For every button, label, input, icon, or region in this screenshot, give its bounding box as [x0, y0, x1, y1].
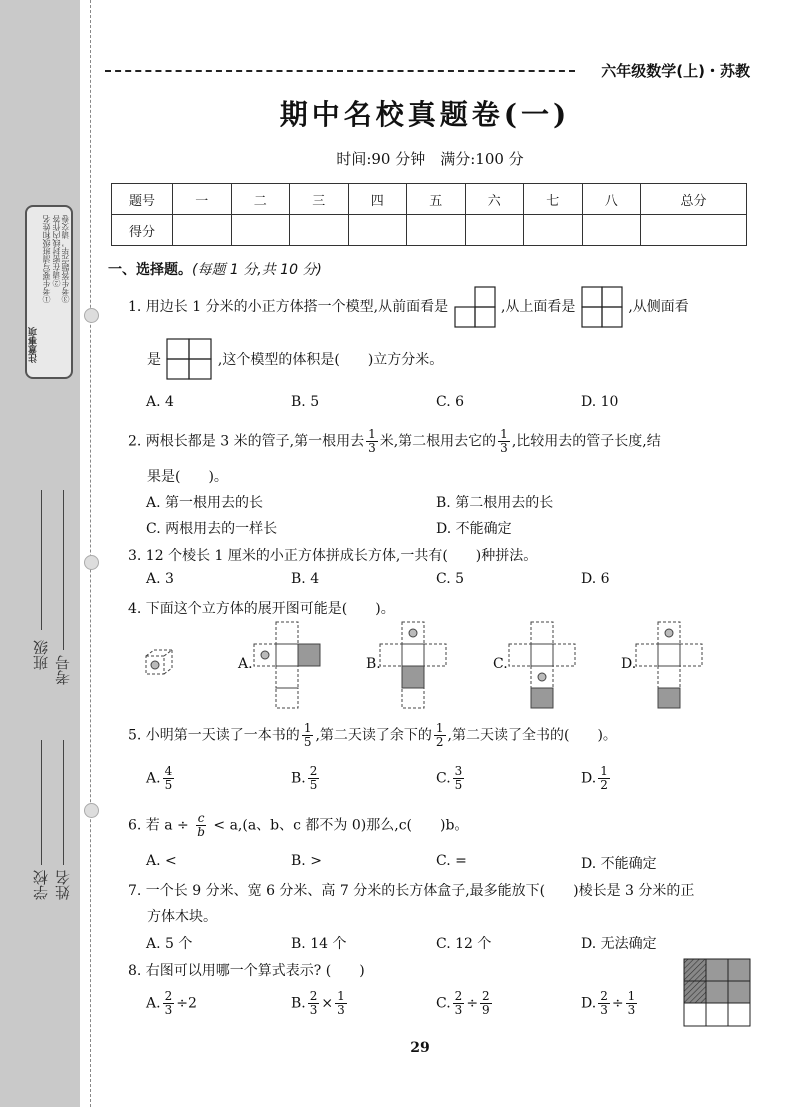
denominator: 5 — [454, 778, 463, 792]
book-title: 六年级数学(上)・苏教 — [601, 62, 750, 80]
class-label: 班级 — [32, 640, 50, 670]
numerator: 4 — [164, 764, 173, 778]
option-b[interactable] — [291, 990, 349, 1017]
option-a[interactable]: A. < — [146, 853, 177, 869]
numerator: 2 — [309, 989, 318, 1003]
fraction — [163, 990, 175, 1017]
option-d[interactable]: D. 10 — [581, 394, 619, 410]
option-c[interactable]: C. 两根用去的一样长 — [146, 521, 278, 537]
fraction — [626, 990, 638, 1017]
option-label: B. — [291, 995, 306, 1012]
denominator: 5 — [164, 778, 173, 792]
binding-hole — [84, 308, 99, 323]
denominator: 2 — [600, 778, 608, 792]
net-label-c[interactable]: C. — [493, 656, 508, 672]
score-table-header-label: 题号 — [112, 184, 173, 215]
denominator: 5 — [303, 735, 312, 749]
option-label: A. — [146, 995, 161, 1012]
option-b[interactable]: B. 14 个 — [291, 936, 347, 952]
question-6-text: < a,(a、b、c 都不为 0)那么,c( )b。 — [208, 817, 469, 834]
fraction — [598, 765, 610, 792]
number-blank — [63, 490, 64, 650]
question-7: 7. 一个长 9 分米、宽 6 分米、高 7 分米的长方体盒子,最多能放下( )棱长是 3 分米的正 — [128, 883, 695, 899]
question-6 — [128, 812, 468, 839]
name-blank — [63, 740, 64, 865]
score-table-col: 八 — [582, 184, 641, 215]
side-view-figure — [165, 338, 213, 382]
net-b[interactable] — [378, 620, 450, 710]
question-1-text: 是 — [147, 352, 161, 368]
score-table-col: 三 — [290, 184, 349, 215]
denominator: 5 — [309, 778, 318, 792]
fraction — [598, 990, 610, 1017]
fraction-grid-figure — [683, 958, 751, 1028]
fraction — [498, 428, 510, 455]
question-1-text: ,从上面看是 — [500, 299, 576, 315]
binding-hole — [84, 803, 99, 818]
score-table-col: 总分 — [641, 184, 747, 215]
fraction — [302, 722, 314, 749]
question-6-text: 6. 若 a ÷ — [128, 817, 194, 834]
notice-box — [25, 205, 73, 379]
question-4: 4. 下面这个立方体的展开图可能是( )。 — [128, 601, 395, 617]
binding-hole — [84, 555, 99, 570]
option-c[interactable] — [436, 765, 466, 792]
option-label: D. — [581, 770, 597, 787]
option-c[interactable]: C. 5 — [436, 571, 465, 587]
question-1-text: 1. 用边长 1 分米的小正方体搭一个模型,从前面看是 — [128, 299, 449, 315]
page-title: 期中名校真题卷(一) — [279, 98, 571, 131]
net-label-a[interactable]: A. — [238, 656, 253, 672]
option-label: C. — [436, 770, 451, 787]
option-d[interactable]: D. 无法确定 — [581, 936, 657, 952]
notice-line: ②请在密封线内作答 — [52, 215, 61, 287]
numerator: 2 — [454, 989, 463, 1003]
fraction — [480, 990, 492, 1017]
question-2-text: 2. 两根长都是 3 米的管子,第一根用去 — [128, 433, 365, 450]
question-2 — [128, 428, 661, 455]
denominator: 3 — [627, 1003, 636, 1017]
question-2-text: 米,第二根用去它的 — [379, 433, 497, 450]
numerator: 1 — [500, 427, 508, 441]
question-5-text: ,第二天读了全书的( )。 — [447, 727, 617, 744]
option-a[interactable]: A. 3 — [146, 571, 174, 587]
option-d[interactable] — [581, 990, 639, 1017]
option-a[interactable] — [146, 765, 176, 792]
score-table — [111, 183, 747, 246]
question-1-cont — [147, 338, 443, 382]
question-8: 8. 右图可以用哪一个算式表示? ( ) — [128, 963, 365, 979]
fraction — [366, 428, 378, 455]
number-label: 考号 — [54, 655, 72, 685]
score-cell[interactable] — [524, 215, 583, 246]
option-a[interactable]: A. 第一根用去的长 — [146, 495, 264, 511]
question-2-text: ,比较用去的管子长度,结 — [511, 433, 661, 450]
option-c[interactable]: C. = — [436, 853, 467, 869]
option-d[interactable]: D. 不能确定 — [436, 521, 512, 537]
exam-time-score: 时间:90 分钟 满分:100 分 — [336, 150, 524, 168]
score-cell[interactable] — [582, 215, 641, 246]
notice-title: 注意事项 — [29, 327, 39, 363]
denominator: 3 — [368, 441, 376, 455]
numerator: 1 — [337, 989, 345, 1003]
net-a[interactable] — [252, 620, 324, 710]
option-c[interactable] — [436, 990, 494, 1017]
score-table-col: 四 — [348, 184, 407, 215]
question-3: 3. 12 个棱长 1 厘米的小正方体拼成长方体,一共有( )种拼法。 — [128, 548, 538, 564]
score-table-col: 二 — [231, 184, 290, 215]
option-d[interactable]: D. 不能确定 — [581, 856, 657, 872]
score-table-score-row — [112, 215, 747, 246]
fraction — [434, 722, 446, 749]
question-5 — [128, 722, 617, 749]
front-view-figure — [453, 286, 497, 328]
operand: 2 — [187, 995, 197, 1012]
option-label: B. — [291, 770, 306, 787]
question-2-cont: 果是( )。 — [147, 469, 228, 485]
score-table-col: 五 — [407, 184, 466, 215]
operator: ÷ — [466, 995, 479, 1012]
option-d[interactable]: D. 6 — [581, 571, 610, 587]
option-c[interactable]: C. 12 个 — [436, 936, 492, 952]
numerator: 1 — [368, 427, 376, 441]
score-table-col: 一 — [173, 184, 232, 215]
numerator: 1 — [303, 721, 312, 735]
numerator: 2 — [309, 764, 318, 778]
question-7-cont: 方体木块。 — [147, 909, 217, 925]
option-b[interactable]: B. 第二根用去的长 — [436, 495, 554, 511]
fraction — [308, 765, 320, 792]
score-cell[interactable] — [641, 215, 747, 246]
score-cell[interactable] — [290, 215, 349, 246]
operator: × — [321, 995, 334, 1012]
net-d[interactable] — [634, 620, 706, 710]
fraction — [308, 990, 320, 1017]
score-table-col: 六 — [465, 184, 524, 215]
fraction — [335, 990, 347, 1017]
question-1 — [128, 286, 689, 328]
numerator: 2 — [482, 989, 490, 1003]
numerator: 1 — [435, 721, 444, 735]
score-cell[interactable] — [348, 215, 407, 246]
question-1-text: ,这个模型的体积是( )立方分米。 — [217, 352, 444, 368]
question-5-text: 5. 小明第一天读了一本书的 — [128, 727, 300, 744]
net-label-d[interactable]: D. — [621, 656, 637, 672]
top-view-figure — [580, 286, 624, 328]
option-b[interactable]: B. 4 — [291, 571, 320, 587]
numerator: 2 — [600, 989, 608, 1003]
operator: ÷ — [611, 995, 624, 1012]
question-1-text: ,从侧面看 — [628, 299, 689, 315]
option-a[interactable] — [146, 990, 197, 1017]
net-c[interactable] — [507, 620, 579, 710]
option-d[interactable] — [581, 765, 612, 792]
fraction — [453, 990, 465, 1017]
name-label: 姓名 — [54, 870, 72, 900]
option-c[interactable]: C. 6 — [436, 394, 465, 410]
section-title — [108, 259, 322, 279]
fraction — [453, 765, 465, 792]
option-label: A. — [146, 770, 161, 787]
operator: ÷ — [176, 995, 188, 1012]
numerator: 2 — [164, 989, 173, 1003]
score-cell[interactable] — [231, 215, 290, 246]
denominator: 3 — [309, 1003, 318, 1017]
numerator: 1 — [627, 989, 636, 1003]
notice-line: ③考生答题完毕，请交卷 — [61, 215, 70, 303]
denominator: 2 — [435, 735, 444, 749]
score-table-col: 七 — [524, 184, 583, 215]
score-table-score-label: 得分 — [112, 215, 173, 246]
class-blank — [41, 490, 42, 630]
notice-line: ①考生要写清班级和姓名 — [42, 215, 51, 303]
option-b[interactable]: B. > — [291, 853, 322, 869]
school-label: 学校 — [32, 870, 50, 900]
option-b[interactable]: B. 5 — [291, 394, 320, 410]
denominator: 9 — [482, 1003, 490, 1017]
net-label-b[interactable]: B. — [366, 656, 381, 672]
fraction — [163, 765, 175, 792]
denominator: 3 — [500, 441, 508, 455]
option-label: C. — [436, 995, 451, 1012]
header-dash — [105, 70, 575, 72]
denominator: 3 — [164, 1003, 173, 1017]
fraction — [195, 812, 207, 839]
question-5-text: ,第二天读了余下的 — [315, 727, 432, 744]
denominator: 3 — [454, 1003, 463, 1017]
score-cell[interactable] — [465, 215, 524, 246]
option-a[interactable]: A. 5 个 — [146, 936, 193, 952]
page-number: 29 — [410, 1040, 430, 1056]
numerator: 3 — [454, 764, 463, 778]
denominator: 3 — [600, 1003, 608, 1017]
option-a[interactable]: A. 4 — [146, 394, 174, 410]
score-table-header-row — [112, 184, 747, 215]
school-blank — [41, 740, 42, 865]
score-cell[interactable] — [407, 215, 466, 246]
option-b[interactable] — [291, 765, 321, 792]
section-title-text: 一、选择题。 — [108, 262, 192, 278]
numerator: c — [197, 811, 205, 825]
score-cell[interactable] — [173, 215, 232, 246]
section-note: (每题 1 分,共 10 分) — [192, 262, 322, 278]
cube-figure — [144, 648, 174, 678]
page-header — [105, 60, 750, 80]
numerator: 1 — [600, 764, 608, 778]
option-label: D. — [581, 995, 597, 1012]
denominator: 3 — [337, 1003, 345, 1017]
denominator: b — [197, 825, 205, 839]
